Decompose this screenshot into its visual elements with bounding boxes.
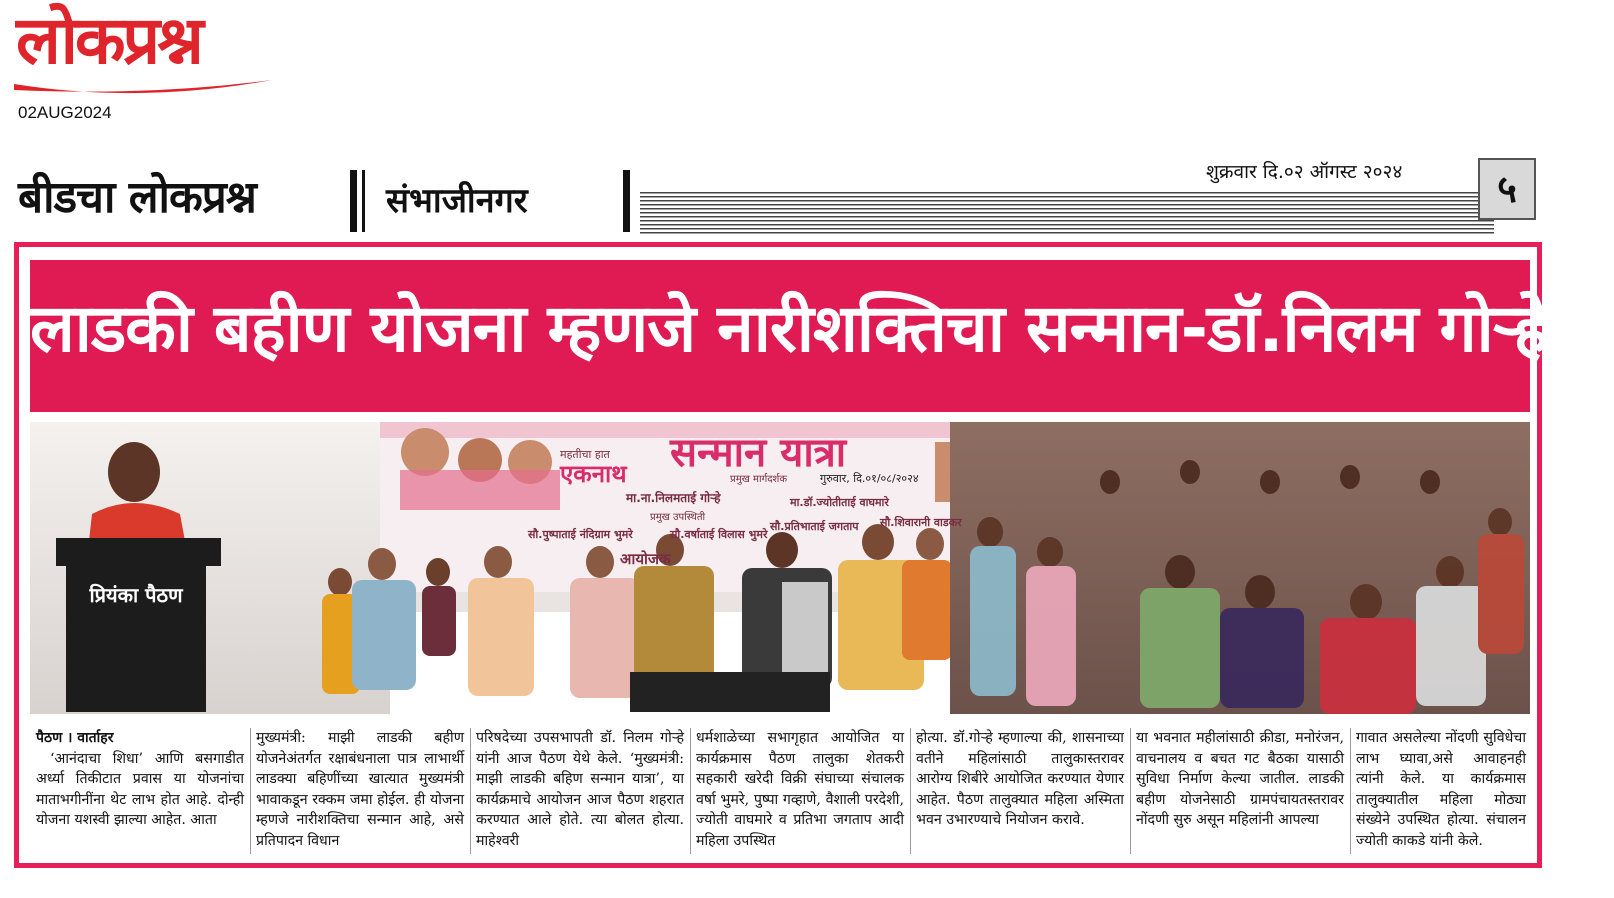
event-photo [30,422,1530,714]
column-divider [470,728,471,854]
masthead-divider [350,170,357,232]
masthead-divider [362,170,365,232]
column-divider [1130,728,1131,854]
article-headline: लाडकी बहीण योजना म्हणजे नारीशक्तिचा सन्मान-डॉ.निलम गोऱ्हे [30,290,1548,367]
banner-date: गुरुवार, दि.०१/०८/२०२४ [820,472,919,485]
banner-tagline: एकनाथ [560,460,627,488]
edition-city: संभाजीनगर [386,181,528,221]
article-column [1356,728,1526,851]
article-column [1136,728,1344,831]
clipping-date: 02AUG2024 [18,103,112,122]
article-paragraph: गावात असलेल्या नोंदणी सुविधेचा लाभ घ्यावा,असे आवाहनही त्यांनी केले. या कार्यक्रमास तालुक्यातील महिला मोठ्या संख्येने उपस्थित होत्या. संचालन ज्योती काकडे यांनी केले. [1356,730,1526,849]
logo-swoosh-icon [10,74,280,100]
headline-band [30,260,1548,412]
article-paragraph: परिषदेच्या उपसभापती डॉ. निलम गोऱ्हे यांनी आज पैठण येथे केले. ‘मुख्यमंत्री: माझी लाडकी बहिण सन्मान यात्रा’, या कार्यक्रमाचे आयोजन आज पैठण शहरात करण्यात आले होते. त्या बोलत होत्या. माहेश्वरी [476,730,684,849]
issue-date: शुक्रवार दि.०२ ऑगस्ट २०२४ [1200,158,1408,184]
column-divider [910,728,911,854]
article-paragraph: या भवनात महीलांसाठी क्रीडा, मनोरंजन, वाचनालय व बचत गट बैठका यासाठी सुविधा निर्माण केल्या जातील. लाडकी बहीण योजनेसाठी ग्रामपंचायतस्तरावर नोंदणी सुरु असून महिलांनी आपल्या [1136,730,1344,828]
article-paragraph: ‘आनंदाचा शिधा’ आणि बसगाडीत अर्ध्या तिकीटात प्रवास या योजनांचा माताभगीनींना थेट लाभ होत आहे. दोन्ही योजना यशस्वी झाल्या आहेत. आता [36,750,244,828]
banner-organizer: आयोजक [620,550,671,568]
column-divider [250,728,251,854]
newspaper-logo [10,4,280,102]
banner-name: सौ.प्रतिभाताई जगताप [770,520,859,533]
article-paragraph: मुख्यमंत्री: माझी लाडकी बहीण योजनेअंतर्गत रक्षाबंधनाला पात्र लाभार्थी लाडक्या बहिणींच्या खात्यात मुख्यमंत्री भावाकडून रक्कम जमा होईल. ही योजना म्हणजे नारीशक्तिचा सन्मान आहे, असे प्रतिपादन विधान [256,730,464,849]
column-divider [1350,728,1351,854]
banner-guest: मा.ना.निलमताई गोऱ्हे [626,491,721,505]
banner-title: सन्मान यात्रा [670,430,847,476]
masthead-rule-lines [640,192,1494,234]
article-column [696,728,904,851]
article-dateline: पैठण । वार्ताहर [36,730,114,746]
article-column [476,728,684,851]
banner-name: सौ.वर्षाताई विलास भुमरे [670,528,768,541]
banner-presence-label: प्रमुख उपस्थिती [650,512,706,523]
column-divider [690,728,691,854]
article-paragraph: होत्या. डॉ.गोऱ्हे म्हणाल्या की, शासनाच्या वतीने महिलांसाठी तालुकास्तरावर आरोग्य शिबीरे आयोजित करण्यात येणार आहेत. पैठण तालुक्यात महिला अस्मिता भवन उभारण्याचे नियोजन करावे. [916,730,1124,828]
logo-text: लोकप्रश्न [16,2,201,79]
banner-guest-label: प्रमुख मार्गदर्शक [730,474,788,485]
article-column [256,728,464,851]
article-column [36,728,244,831]
page-masthead [18,161,1538,234]
banner-guest-2: मा.डॉ.ज्योतीताई वाघमारे [790,496,889,509]
article-paragraph: धर्मशाळेच्या सभागृहात आयोजित या कार्यक्रमास पैठण तालुका शेतकरी सहकारी खरेदी विक्री संघाच्या संचालक वर्षा भुमरे, पुष्पा गव्हाणे, वैशाली परदेशी, ज्योती वाघमारे व प्रतिभा जगताप आदी महिला उपस्थित [696,730,904,849]
banner-name: सौ.शिवारानी वाडकर [880,516,962,529]
page-number: ५ [1478,158,1536,220]
banner-tagline-small: महतीचा हात [560,448,610,461]
masthead-divider [623,170,630,232]
edition-name: बीडचा लोकप्रश्न [18,172,256,223]
podium-label: प्रियंका पैठण [89,583,183,607]
event-photo-illustration [30,422,1530,714]
banner-name: सौ.पुष्पाताई नंदिग्राम भुमरे [528,528,633,541]
article-column [916,728,1124,831]
